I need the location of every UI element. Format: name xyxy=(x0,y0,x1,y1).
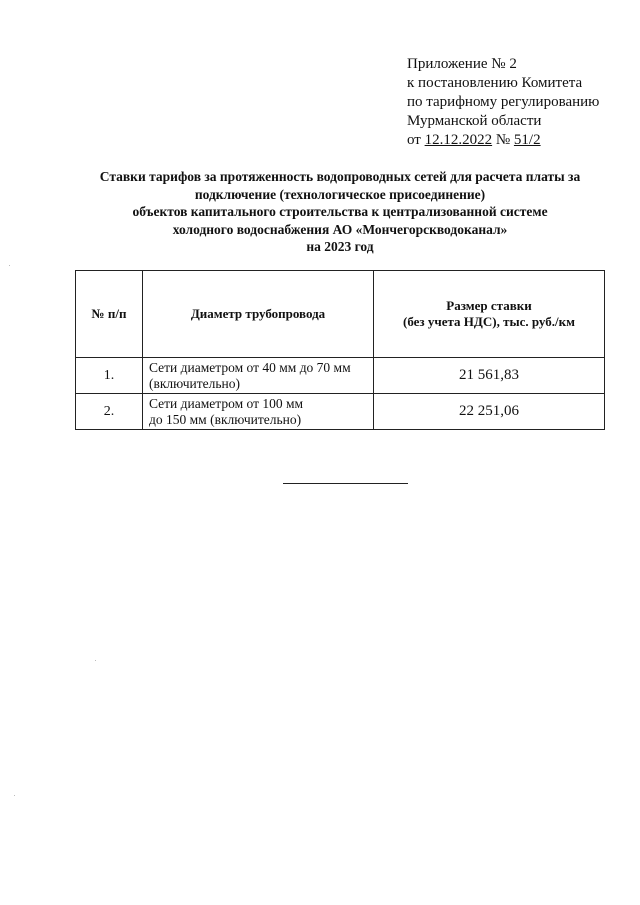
date-prefix: от xyxy=(407,132,425,148)
appendix-header xyxy=(407,55,632,150)
table-row xyxy=(76,394,605,430)
header-rate-line: Размер ставки xyxy=(446,298,532,313)
header-rate xyxy=(374,271,605,358)
tariff-table xyxy=(75,270,605,430)
row-num: 1. xyxy=(76,358,143,394)
title-line: на 2023 год xyxy=(306,239,374,254)
header-diameter: Диаметр трубопровода xyxy=(143,271,374,358)
number-prefix: № xyxy=(492,132,514,148)
table-row xyxy=(76,358,605,394)
row-num: 2. xyxy=(76,394,143,430)
appendix-line: по тарифному регулированию xyxy=(407,94,600,110)
row-diameter-line: (включительно) xyxy=(149,375,241,391)
header-num: № п/п xyxy=(76,271,143,358)
title-line: подключение (технологическое присоединение) xyxy=(194,186,486,202)
table-header-row xyxy=(76,271,605,358)
resolution-date: 12.12.2022 xyxy=(424,132,493,148)
scan-speck xyxy=(95,660,96,661)
row-diameter xyxy=(143,394,374,430)
title-line: объектов капитального строительства к централизованной системе xyxy=(132,204,548,219)
row-diameter-line: Сети диаметром от 40 мм до 70 мм xyxy=(149,359,351,375)
row-diameter-line: Сети диаметром от 100 мм xyxy=(149,395,304,411)
title-line: Ставки тарифов за протяженность водопроводных сетей для расчета платы за xyxy=(99,169,581,184)
appendix-line: Мурманской области xyxy=(407,113,542,129)
title-line: холодного водоснабжения АО «Мончегорскводоканал» xyxy=(172,221,508,237)
row-diameter-line: до 150 мм (включительно) xyxy=(149,411,302,427)
row-rate: 22 251,06 xyxy=(374,394,605,430)
header-rate-line: (без учета НДС), тыс. руб./км xyxy=(403,314,575,329)
end-divider xyxy=(283,483,408,484)
row-rate: 21 561,83 xyxy=(374,358,605,394)
appendix-date-line xyxy=(407,131,632,150)
document-title xyxy=(60,168,620,256)
scan-speck xyxy=(14,795,15,796)
row-diameter xyxy=(143,358,374,394)
scan-speck xyxy=(9,265,10,266)
appendix-line: Приложение № 2 xyxy=(407,56,517,72)
appendix-line: к постановлению Комитета xyxy=(407,75,583,91)
resolution-number: 51/2 xyxy=(513,132,541,148)
